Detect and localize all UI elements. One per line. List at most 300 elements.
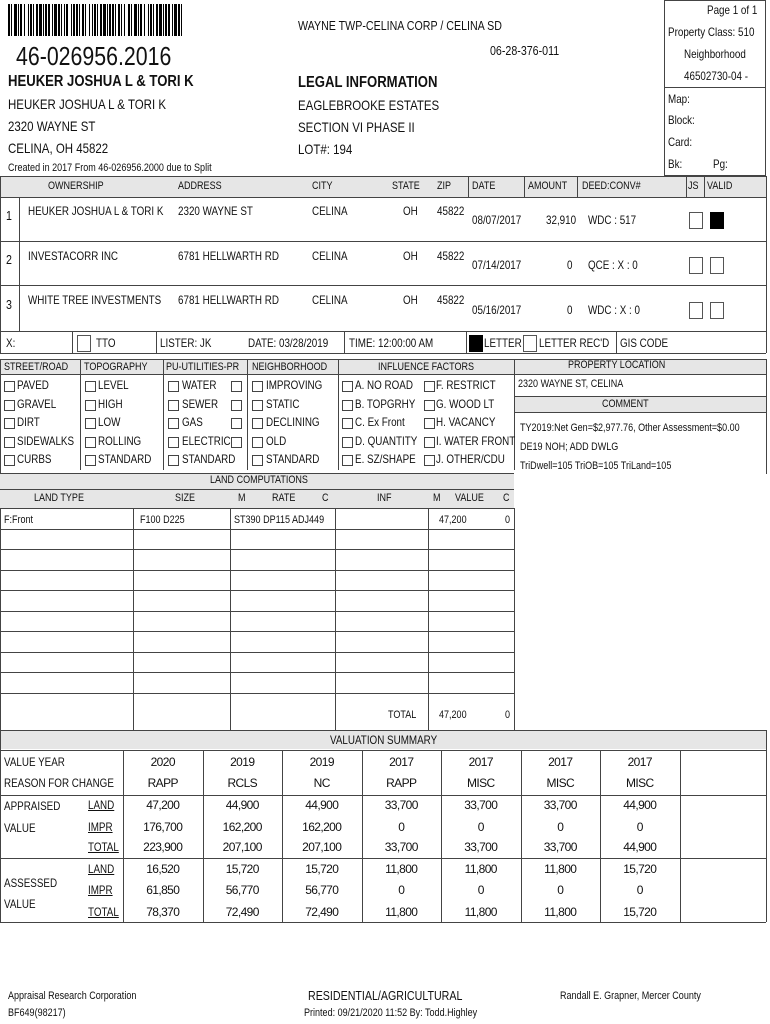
valuation-cell-year: 2017 [548,755,573,769]
page-number: Page 1 of 1 [707,3,758,17]
checkbox[interactable] [4,437,15,448]
barcode-bar [153,4,154,36]
valuation-cell-reason: RCLS [227,776,258,790]
appraised-label-1: APPRAISED [4,799,61,813]
comment-line-2: DE19 NOH; ADD DWLG [520,441,619,453]
assessed-label-2: VALUE [4,897,36,911]
barcode-bar [20,4,22,36]
checkbox-label: ELECTRIC [182,433,231,448]
comment-line-1: TY2019:Net Gen=$2,977.76, Other Assessment=$0.00 [520,422,740,434]
valuation-cell-s-total: 11,800 [385,905,418,919]
valuation-cell-s-impr: 0 [636,883,643,897]
barcode-bar [30,4,32,36]
barcode-bar [71,4,72,36]
checkbox[interactable] [4,381,15,392]
footer-form: BF649(98217) [8,1007,66,1019]
valuation-cell-s-land: 16,520 [146,862,180,876]
valuation-cell-s-land: 11,800 [464,862,497,876]
s-total-label: TOTAL [88,905,119,919]
s-land-label: LAND [88,862,115,876]
map-number: 06-28-376-011 [490,43,560,58]
barcode-bar [8,4,10,36]
land-row-rate: ST390 DP115 ADJ449 [234,514,325,526]
land-header-inf: INF [377,492,392,504]
land-row-c: 0 [505,514,511,526]
comment-title: COMMENT [602,398,649,410]
checkbox[interactable] [342,381,353,392]
parcel-id: 46-026956.2016 [16,41,172,71]
barcode-bar [58,4,60,36]
info-time: TIME: 12:00:00 AM [349,336,434,350]
a-land-label: LAND [88,798,115,812]
land-title: LAND COMPUTATIONS [210,474,308,486]
barcode-bar [45,4,47,36]
checkbox-label: STANDARD [182,452,236,466]
barcode-bar [36,4,38,36]
checkbox-label: STATIC [266,396,300,411]
info-x: X: [6,336,16,350]
barcode-bar [178,4,180,36]
valuation-cell-year: 2019 [230,755,255,769]
checkbox[interactable] [85,400,96,411]
barcode-bar [124,4,125,36]
a-total-label: TOTAL [88,840,119,854]
land-header-m1: M [238,492,246,504]
checkbox-label: LOW [98,415,121,429]
valuation-cell-a-total: 223,900 [143,840,183,854]
checkbox-label: J. OTHER/CDU [436,452,505,466]
land-total-c: 0 [505,709,511,721]
footer-company: Appraisal Research Corporation [8,990,137,1002]
sale-3-valid-checkbox[interactable] [710,302,724,319]
land-header-type: LAND TYPE [34,492,84,504]
valuation-cell-a-impr: 0 [557,820,564,834]
comment-line-3: TriDwell=105 TriOB=105 TriLand=105 [520,460,672,472]
barcode-bar [73,4,75,36]
sale-3-deed: WDC : X : 0 [588,303,640,317]
valuation-cell-year: 2017 [389,755,414,769]
checkbox[interactable] [424,381,435,392]
barcode-bar [97,4,98,36]
checkbox[interactable] [342,418,353,429]
property-location-title: PROPERTY LOCATION [568,359,666,371]
valuation-cell-s-total: 72,490 [305,905,339,919]
footer-printed: Printed: 09/21/2020 11:52 By: Todd.Highley [304,1007,478,1019]
barcode-bar [159,4,162,36]
barcode-bar [28,4,29,36]
legal-line-1: EAGLEBROOKE ESTATES [298,97,440,113]
grid-line [0,611,514,612]
block-label: Block: [668,113,695,127]
checkbox[interactable] [4,455,15,466]
valuation-cell-a-impr: 0 [636,820,643,834]
valuation-cell-s-total: 72,490 [225,905,259,919]
property-location-value: 2320 WAYNE ST, CELINA [518,378,624,390]
reason-label: REASON FOR CHANGE [4,776,114,790]
checkbox[interactable] [252,400,263,411]
footer-county: Randall E. Grapner, Mercer County [560,990,701,1002]
bk-label: Bk: [668,157,683,171]
sale-1-state: OH [403,204,418,218]
land-header-m2: M [433,492,441,504]
map-label: Map: [668,92,690,106]
valuation-cell-a-land: 44,900 [225,798,259,812]
valuation-cell-a-impr: 162,200 [222,820,262,834]
barcode-bar [150,4,152,36]
checkbox-label: H. VACANCY [436,415,496,429]
value-year-label: VALUE YEAR [4,755,65,769]
valuation-cell-a-land: 33,700 [384,798,418,812]
land-total-label: TOTAL [388,709,417,721]
checkbox[interactable] [168,418,179,429]
checkbox[interactable] [424,418,435,429]
checkbox[interactable] [168,437,179,448]
checkbox[interactable] [85,437,96,448]
barcode-bar [18,4,19,36]
barcode [8,4,182,36]
valuation-cell-a-land: 44,900 [305,798,339,812]
sale-3-zip: 45822 [437,293,465,307]
grid-line [0,570,514,571]
valuation-cell-reason: MISC [625,776,654,790]
valuation-cell-a-land: 47,200 [146,798,180,812]
barcode-bar [82,4,84,36]
barcode-bar [156,4,158,36]
checkbox-label: STANDARD [98,452,152,466]
valuation-cell-s-impr: 56,770 [225,883,259,897]
sales-header-date: DATE [472,180,496,192]
sale-2-valid-checkbox[interactable] [710,257,724,274]
property-class: Property Class: 510 [668,25,755,39]
barcode-bar [76,4,78,36]
sale-2-zip: 45822 [437,249,465,263]
barcode-bar [115,4,116,36]
barcode-bar [107,4,108,36]
checkbox[interactable] [231,400,242,411]
barcode-bar [134,4,137,36]
checkbox[interactable] [231,437,242,448]
valuation-cell-reason: RAPP [386,776,417,790]
info-lister: LISTER: JK [160,336,212,350]
footer-type: RESIDENTIAL/AGRICULTURAL [308,988,463,1003]
sales-header-ownership: OWNERSHIP [48,180,104,192]
card-label: Card: [668,135,693,149]
sale-1-amount: 32,910 [546,213,577,227]
sale-3-state: OH [403,293,418,307]
checkbox[interactable] [424,400,435,411]
checkbox[interactable] [168,381,179,392]
valuation-cell-a-land: 33,700 [543,798,577,812]
barcode-bar [33,4,34,36]
checkbox-label: GAS [182,415,203,429]
checkbox[interactable] [168,455,179,466]
sale-1-valid-checkbox[interactable] [710,212,724,229]
district: WAYNE TWP-CELINA CORP / CELINA SD [298,18,502,33]
sales-header-address: ADDRESS [178,180,222,192]
letter-recd-checkbox[interactable] [523,335,537,352]
street-road-title: STREET/ROAD [4,361,69,373]
sale-3-city: CELINA [312,293,348,307]
barcode-bar [11,4,12,36]
checkbox[interactable] [424,437,435,448]
valuation-cell-a-total: 44,900 [623,840,657,854]
sale-1-city: CELINA [312,204,348,218]
checkbox[interactable] [85,418,96,429]
barcode-bar [61,4,62,36]
grid-line [335,508,336,730]
checkbox-label: D. QUANTITY [355,433,418,448]
checkbox-label: E. SZ/SHAPE [355,452,416,466]
checkbox[interactable] [231,381,242,392]
sales-header-valid: VALID [707,180,733,192]
sale-2-city: CELINA [312,249,348,263]
grid-line [0,631,514,632]
barcode-bar [54,4,57,36]
valuation-cell-a-total: 33,700 [464,840,498,854]
neighborhood-value: 46502730-04 - [684,69,749,83]
land-row-value: 47,200 [439,514,467,526]
grid-line [133,508,134,730]
valuation-cell-a-land: 44,900 [623,798,657,812]
valuation-cell-a-impr: 176,700 [143,820,183,834]
sale-3-date: 05/16/2017 [472,303,522,317]
valuation-cell-s-total: 78,370 [146,905,180,919]
checkbox-label: IMPROVING [266,378,323,392]
barcode-bar [172,4,173,36]
influence-title: INFLUENCE FACTORS [378,361,475,373]
sale-2-date: 07/14/2017 [472,258,522,272]
owner-name: HEUKER JOSHUA L & TORI K [8,73,194,90]
valuation-cell-s-land: 11,800 [544,862,577,876]
land-header-rate: RATE [272,492,296,504]
checkbox-label: CURBS [17,452,52,466]
barcode-bar [138,4,139,36]
valuation-cell-a-total: 33,700 [543,840,577,854]
grid-line [0,508,1,730]
checkbox[interactable] [4,400,15,411]
barcode-bar [24,4,25,36]
pg-label: Pg: [713,157,728,171]
valuation-cell-reason: MISC [466,776,495,790]
sale-2-owner: INVESTACORR INC [28,249,119,263]
barcode-bar [112,4,114,36]
grid-line [0,590,514,591]
barcode-bar [79,4,80,36]
barcode-bar [128,4,130,36]
checkbox-label: F. RESTRICT [436,378,496,392]
checkbox-label: SIDEWALKS [17,433,75,448]
land-row-size: F100 D225 [140,514,185,526]
land-header-c1: C [322,492,329,504]
barcode-bar [181,4,182,36]
sale-2-deed: QCE : X : 0 [588,258,638,272]
barcode-bar [148,4,149,36]
checkbox-label: A. NO ROAD [355,378,413,392]
barcode-bar [66,4,68,36]
valuation-cell-s-land: 15,720 [225,862,259,876]
grid-line [0,672,514,673]
barcode-bar [163,4,164,36]
valuation-cell-s-impr: 0 [557,883,564,897]
checkbox-label: STANDARD [266,452,320,466]
sale-2-state: OH [403,249,418,263]
sale-3-owner: WHITE TREE INVESTMENTS [28,293,162,307]
valuation-cell-a-total: 207,100 [302,840,342,854]
barcode-bar [168,4,170,36]
utilities-title: PU-UTILITIES-PR [166,361,240,373]
valuation-cell-s-land: 11,800 [385,862,418,876]
barcode-bar [144,4,145,36]
sale-1-zip: 45822 [437,204,465,218]
barcode-bar [64,4,65,36]
letter-checkbox[interactable] [469,335,483,352]
checkbox-label: SEWER [182,396,219,411]
land-header-size: SIZE [175,492,196,504]
barcode-bar [165,4,167,36]
checkbox[interactable] [424,455,435,466]
checkbox-label: WATER [182,378,217,392]
valuation-cell-a-total: 207,100 [222,840,262,854]
checkbox-label: OLD [266,433,287,448]
valuation-cell-s-impr: 0 [398,883,405,897]
legal-line-2: SECTION VI PHASE II [298,119,415,135]
checkbox[interactable] [4,418,15,429]
sales-header-state: STATE [392,180,420,192]
valuation-cell-reason: NC [313,776,330,790]
barcode-bar [43,4,44,36]
checkbox-label: DECLINING [266,415,320,429]
valuation-cell-s-land: 15,720 [623,862,657,876]
valuation-cell-year: 2017 [627,755,652,769]
checkbox[interactable] [252,381,263,392]
sale-3-js-checkbox[interactable] [689,302,703,319]
checkbox-label: GRAVEL [17,396,57,411]
sale-1-num: 1 [6,208,12,223]
checkbox-label: B. TOPGRHY [355,396,416,411]
checkbox-label: ROLLING [98,433,142,448]
barcode-bar [100,4,102,36]
sale-2-amount: 0 [567,258,573,272]
valuation-cell-s-impr: 61,850 [146,883,180,897]
column-line [680,750,681,922]
barcode-bar [39,4,42,36]
sale-3-amount: 0 [567,303,573,317]
checkbox-label: LEVEL [98,378,129,392]
barcode-bar [14,4,17,36]
sales-header-deed: DEED:CONV# [582,180,641,192]
appraised-label-2: VALUE [4,821,36,835]
sale-2-js-checkbox[interactable] [689,257,703,274]
sales-header-amount: AMOUNT [528,180,568,192]
sale-1-address: 2320 WAYNE ST [178,204,253,218]
info-letter: LETTER [484,336,522,350]
neighborhood-label: Neighborhood [684,47,746,61]
barcode-bar [92,4,93,36]
neighborhood-title: NEIGHBORHOOD [252,361,328,373]
checkbox[interactable] [231,418,242,429]
sale-1-date: 08/07/2017 [472,213,522,227]
checkbox[interactable] [252,437,263,448]
grid-line [0,652,514,653]
s-impr-label: IMPR [88,883,113,897]
valuation-cell-a-impr: 162,200 [302,820,342,834]
topography-title: TOPOGRAPHY [84,361,148,373]
checkbox-label: G. WOOD LT [436,396,495,411]
barcode-bar [140,4,142,36]
checkbox[interactable] [342,437,353,448]
barcode-bar [85,4,86,36]
barcode-bar [121,4,122,36]
info-gis: GIS CODE [620,336,669,350]
legal-line-3: LOT#: 194 [298,141,353,157]
valuation-cell-a-impr: 0 [398,820,405,834]
barcode-bar [103,4,106,36]
checkbox[interactable] [85,381,96,392]
checkbox-label: HIGH [98,396,123,411]
valuation-cell-year: 2020 [150,755,175,769]
barcode-bar [109,4,111,36]
sale-3-address: 6781 HELLWARTH RD [178,293,279,307]
tto-checkbox[interactable] [77,335,91,352]
sales-header-zip: ZIP [437,180,452,192]
grid-line [230,508,231,730]
land-row-type: F:Front [4,514,34,526]
barcode-bar [174,4,177,36]
barcode-bar [48,4,50,36]
sales-header-city: CITY [312,180,333,192]
valuation-cell-s-total: 11,800 [464,905,497,919]
barcode-bar [52,4,53,36]
checkbox[interactable] [342,400,353,411]
sale-1-js-checkbox[interactable] [689,212,703,229]
mailing-line-3: CELINA, OH 45822 [8,140,109,156]
land-header-c2: C [503,492,510,504]
checkbox-label: C. Ex Front [355,415,405,429]
info-letter-recd: LETTER REC'D [539,336,610,350]
info-date: DATE: 03/28/2019 [248,336,329,350]
checkbox[interactable] [342,455,353,466]
grid-line [428,508,429,730]
checkbox[interactable] [168,400,179,411]
a-impr-label: IMPR [88,820,113,834]
checkbox-label: PAVED [17,378,49,392]
checkbox[interactable] [252,455,263,466]
assessed-label-1: ASSESSED [4,876,58,890]
grid-line [0,529,514,530]
sale-2-num: 2 [6,252,12,267]
land-header-value: VALUE [455,492,484,504]
valuation-cell-reason: MISC [546,776,575,790]
valuation-cell-s-impr: 0 [477,883,484,897]
grid-line [514,508,515,730]
legal-title: LEGAL INFORMATION [298,74,438,91]
land-total-value: 47,200 [439,709,467,721]
valuation-cell-s-total: 15,720 [623,905,657,919]
barcode-bar [118,4,120,36]
checkbox-label: I. WATER FRONT [436,433,516,448]
valuation-cell-year: 2017 [468,755,493,769]
info-tto: TTO [96,336,116,350]
valuation-cell-reason: RAPP [147,776,178,790]
sale-3-num: 3 [6,297,12,312]
mailing-line-2: 2320 WAYNE ST [8,118,96,134]
checkbox[interactable] [85,455,96,466]
valuation-cell-s-land: 15,720 [305,862,339,876]
sale-1-deed: WDC : 517 [588,213,637,227]
checkbox[interactable] [252,418,263,429]
checkbox-label: DIRT [17,415,40,429]
grid-line [0,549,514,550]
